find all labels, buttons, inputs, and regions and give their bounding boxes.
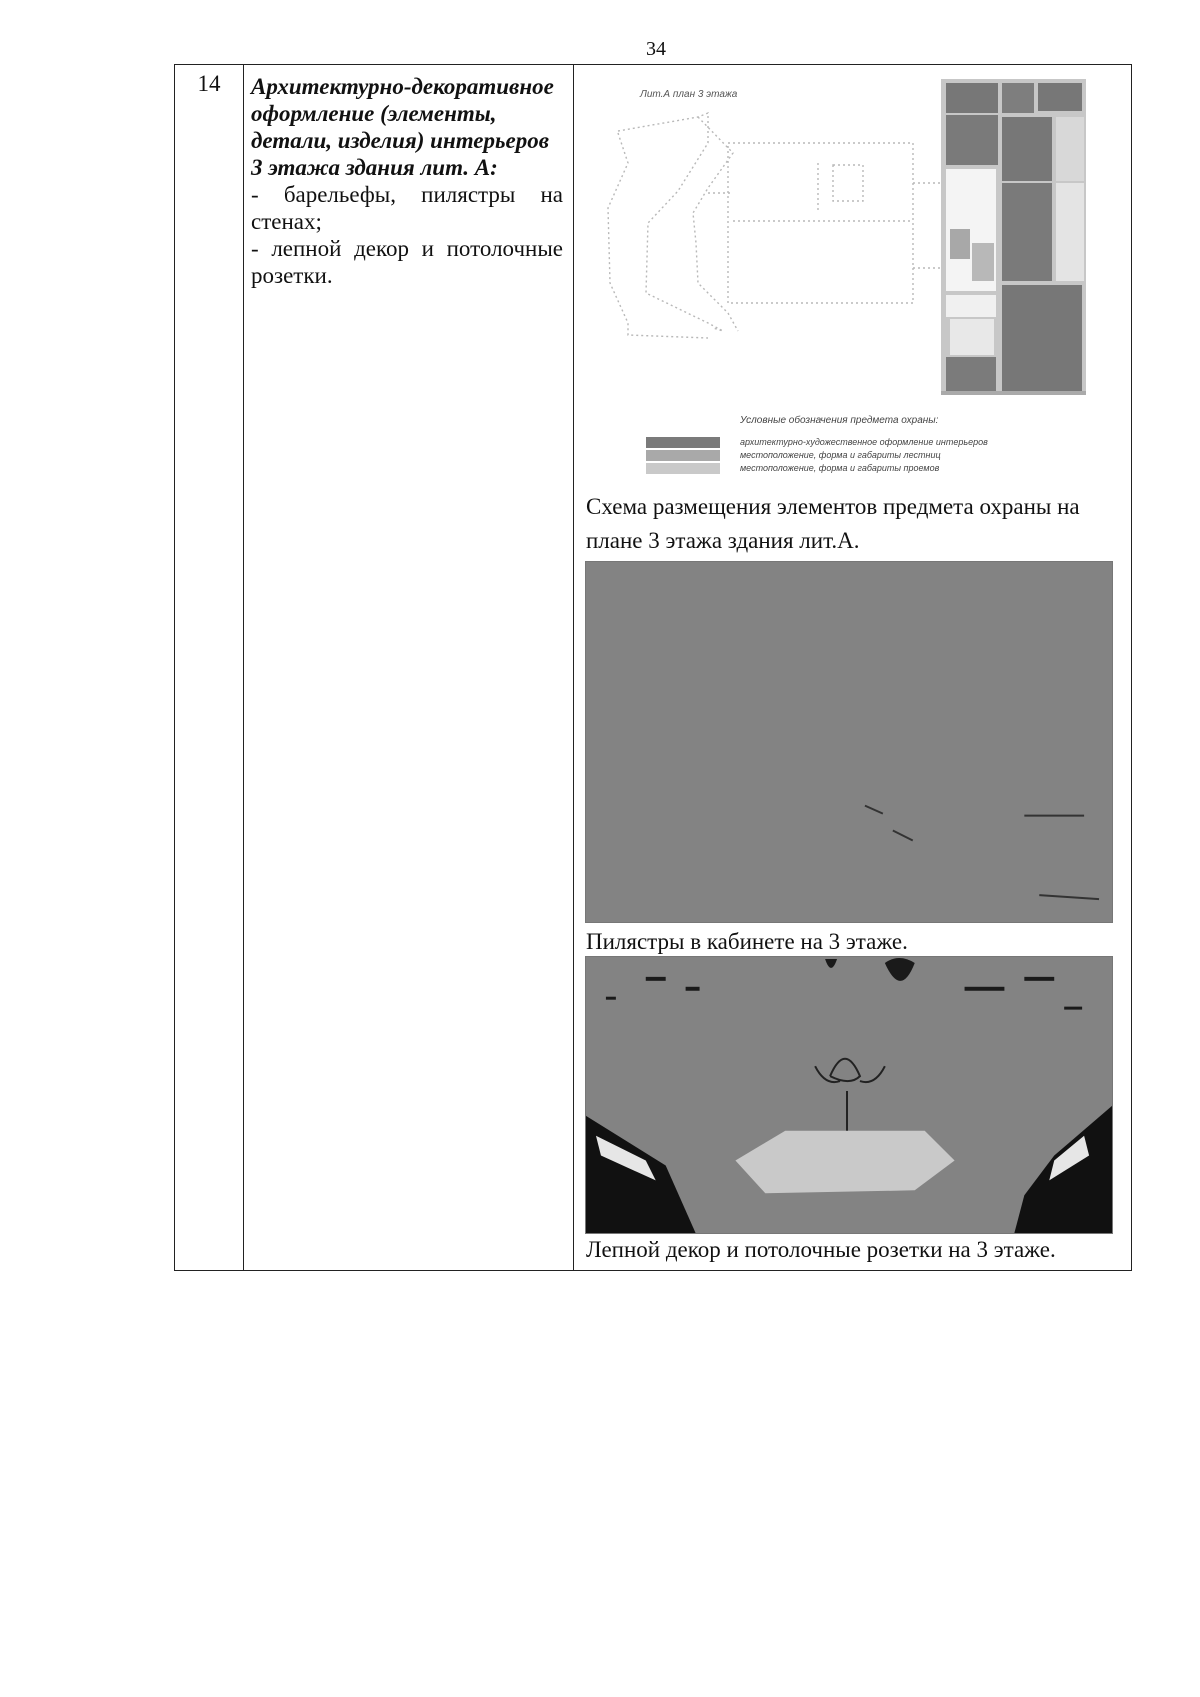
object-item: - барельефы, пилястры на стенах; [251,182,563,234]
legend-label: архитектурно-художественное оформление интерьеров [740,437,988,447]
legend-swatch [646,463,720,474]
plan-caption: Схема размещения элементов предмета охраны на плане 3 этажа здания лит.А. [586,494,1080,553]
legend-label: местоположение, форма и габариты проемов [740,463,940,473]
legend-swatch [646,450,720,461]
illustrations-cell [574,65,1131,1270]
floor-plan-drawing [588,73,1118,413]
plan-title: Лит.А план 3 этажа [640,89,738,100]
legend-label: местоположение, форма и габариты лестниц [740,450,941,460]
legend-swatch [646,437,720,448]
ceiling-decor-photo [585,956,1113,1234]
object-table [174,64,1132,1271]
floor-plan [588,73,1118,485]
row-number: 14 [197,71,221,96]
pilasters-photo [585,561,1113,923]
object-title: Архитектурно-декоративное оформление (элементы, детали, изделия) интерьеров 3 этажа здания лит. А: [251,74,554,180]
photo-caption: Лепной декор и потолочные розетки на 3 этаже. [586,1237,1056,1262]
object-description [251,73,563,289]
column-divider [243,65,244,1270]
page-number: 34 [646,38,666,60]
legend-title: Условные обозначения предмета охраны: [740,415,939,426]
photo-caption: Пилястры в кабинете на 3 этаже. [586,929,908,954]
object-item: - лепной декор и потолочные розетки. [251,236,563,288]
